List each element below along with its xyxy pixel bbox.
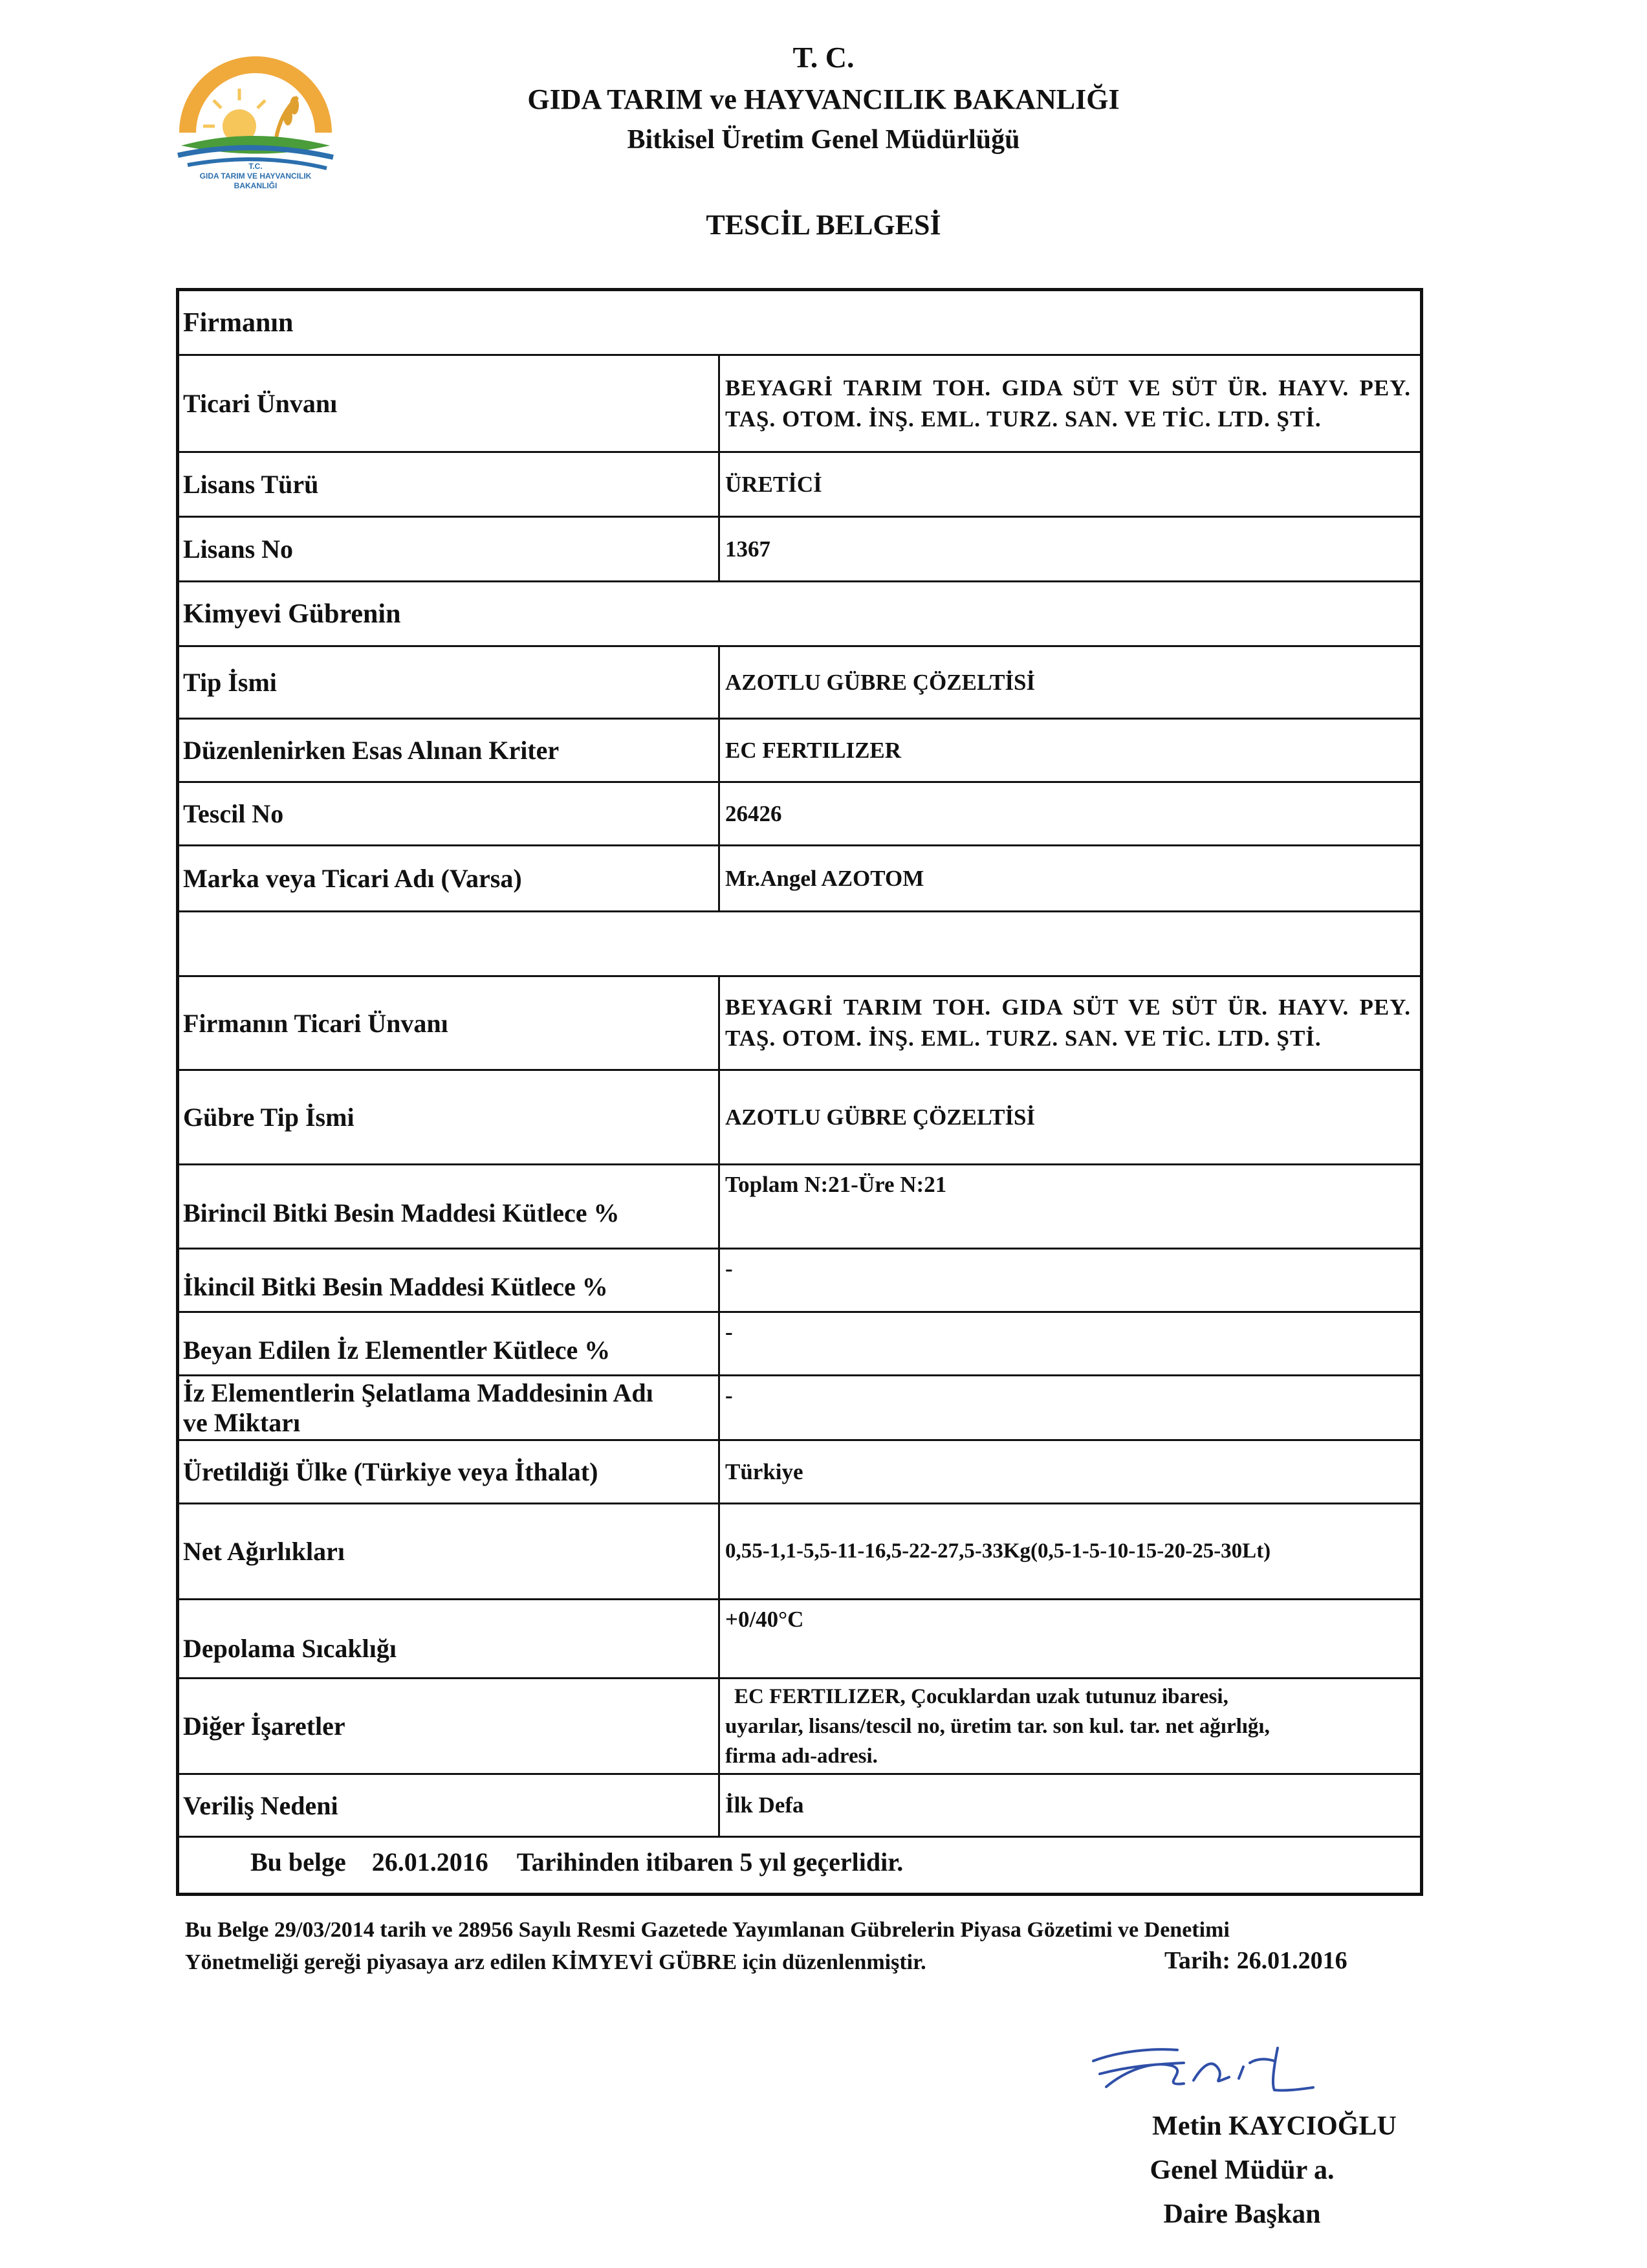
other-marks-line1: EC FERTILIZER, Çocuklardan uzak tutunuz ibaresi, (734, 1684, 1228, 1708)
firm-section-heading: Firmanın (183, 307, 294, 338)
validity-statement (179, 1831, 1420, 1893)
trade-name-value: BEYAGRİ TARIM TOH. GIDA SÜT VE SÜT ÜR. HAYV. PEY. TAŞ. OTOM. İNŞ. EML. TURZ. SAN. VE TİC. LTD. ŞTİ. (725, 375, 1411, 432)
secondary-nutrient-label: İkincil Bitki Besin Maddesi Kütlece % (179, 1250, 720, 1311)
trace-elements-row (179, 1313, 1420, 1376)
criterion-value: EC FERTILIZER (725, 737, 902, 763)
validity-date: 26.01.2016 (371, 1847, 488, 1877)
fertilizer-type-row (179, 1071, 1420, 1165)
chelating-label-line2: ve Miktarı (183, 1408, 301, 1437)
chelating-value: - (725, 1383, 733, 1408)
net-weight-row (179, 1504, 1420, 1600)
criterion-label: Düzenlenirken Esas Alınan Kriter (179, 720, 720, 781)
chelating-label (179, 1376, 720, 1439)
license-no-row (179, 518, 1420, 582)
primary-nutrient-value: Toplam N:21-Üre N:21 (725, 1172, 947, 1197)
issue-reason-label: Veriliş Nedeni (179, 1775, 720, 1836)
issue-reason-value: İlk Defa (725, 1792, 804, 1818)
signatory-department: Daire Başkan (1163, 2199, 1321, 2229)
trade-name-row (179, 356, 1420, 453)
license-type-value: ÜRETİCİ (725, 471, 822, 497)
firm-section-row (179, 291, 1420, 356)
primary-nutrient-label: Birincil Bitki Besin Maddesi Kütlece % (179, 1165, 720, 1248)
storage-temp-row (179, 1600, 1420, 1679)
fertilizer-type-value: AZOTLU GÜBRE ÇÖZELTİSİ (725, 1104, 1036, 1130)
footnote-line1: Bu Belge 29/03/2014 tarih ve 28956 Sayılı Resmi Gazetede Yayımlanan Gübrelerin Piyasa Gözetimi ve Denetimi (185, 1918, 1230, 1942)
firm-trade-name-value: BEYAGRİ TARIM TOH. GIDA SÜT VE SÜT ÜR. HAYV. PEY. TAŞ. OTOM. İNŞ. EML. TURZ. SAN. VE TİC. LTD. ŞTİ. (725, 995, 1411, 1051)
type-name-label: Tip İsmi (179, 647, 720, 718)
other-marks-label: Diğer İşaretler (179, 1679, 720, 1773)
registration-no-row (179, 783, 1420, 846)
fertilizer-type-label: Gübre Tip İsmi (179, 1071, 720, 1163)
trace-elements-value: - (725, 1319, 733, 1345)
trace-elements-label: Beyan Edilen İz Elementler Kütlece % (179, 1313, 720, 1374)
firm-trade-name-row (179, 977, 1420, 1071)
document-title: TESCİL BELGESİ (706, 209, 941, 241)
primary-nutrient-row (179, 1165, 1420, 1250)
chelating-row (179, 1376, 1420, 1441)
origin-row (179, 1441, 1420, 1504)
other-marks-line2: uyarılar, lisans/tescil no, üretim tar. son kul. tar. net ağırlığı, (725, 1714, 1270, 1738)
other-marks-row (179, 1679, 1420, 1775)
storage-temp-label: Depolama Sıcaklığı (179, 1600, 720, 1677)
fertilizer-section-heading: Kimyevi Gübrenin (183, 599, 401, 629)
handwritten-signature (1080, 2025, 1404, 2103)
license-no-value: 1367 (725, 536, 770, 562)
issue-reason-row (179, 1775, 1420, 1838)
origin-value: Türkiye (725, 1459, 803, 1484)
validity-suffix: Tarihinden itibaren 5 yıl geçerlidir. (516, 1847, 904, 1877)
header-department: Bitkisel Üretim Genel Müdürlüğü (627, 125, 1020, 155)
registration-no-value: 26426 (725, 800, 782, 826)
storage-temp-value: +0/40°C (725, 1607, 804, 1632)
logo-caption-ministry: GIDA TARIM VE HAYVANCILIK (199, 171, 312, 181)
type-name-value: AZOTLU GÜBRE ÇÖZELTİSİ (725, 669, 1036, 695)
issue-date: Tarih: 26.01.2016 (1164, 1947, 1347, 1974)
signatory-name: Metin KAYCIOĞLU (1152, 2111, 1397, 2141)
header-tc: T. C. (792, 41, 855, 74)
chelating-label-line1: İz Elementlerin Şelatlama Maddesinin Adı (183, 1378, 653, 1407)
logo-caption-bakanligi: BAKANLIĞI (234, 181, 278, 190)
criterion-row (179, 720, 1420, 783)
secondary-nutrient-value: - (725, 1256, 733, 1281)
license-no-label: Lisans No (179, 518, 720, 580)
net-weight-label: Net Ağırlıkları (179, 1504, 720, 1598)
brand-label: Marka veya Ticari Adı (Varsa) (179, 846, 720, 910)
other-marks-line3: firma adı-adresi. (725, 1744, 878, 1768)
signatory-title: Genel Müdür a. (1150, 2155, 1335, 2185)
spacer-row (179, 912, 1420, 977)
fertilizer-section-row (179, 582, 1420, 647)
registration-table (176, 288, 1423, 1896)
validity-prefix: Bu belge (250, 1847, 346, 1877)
footnote-line2: Yönetmeliği gereği piyasaya arz edilen KİMYEVİ GÜBRE için düzenlenmiştir. (185, 1950, 926, 1974)
type-name-row (179, 647, 1420, 720)
brand-value: Mr.Angel AZOTOM (725, 865, 924, 891)
firm-trade-name-label: Firmanın Ticari Ünvanı (179, 977, 720, 1069)
license-type-label: Lisans Türü (179, 453, 720, 516)
logo-caption (162, 162, 349, 191)
registration-no-label: Tescil No (179, 783, 720, 844)
net-weight-value: 0,55-1,1-5,5-11-16,5-22-27,5-33Kg(0,5-1-5-10-15-20-25-30Lt) (725, 1539, 1271, 1563)
trade-name-label: Ticari Ünvanı (179, 356, 720, 451)
logo-caption-tc: T.C. (248, 162, 263, 171)
other-marks-value (720, 1679, 1420, 1773)
secondary-nutrient-row (179, 1250, 1420, 1313)
origin-label: Üretildiği Ülke (Türkiye veya İthalat) (179, 1441, 720, 1503)
header-ministry: GIDA TARIM ve HAYVANCILIK BAKANLIĞI (527, 83, 1120, 115)
brand-row (179, 846, 1420, 912)
license-type-row (179, 453, 1420, 518)
